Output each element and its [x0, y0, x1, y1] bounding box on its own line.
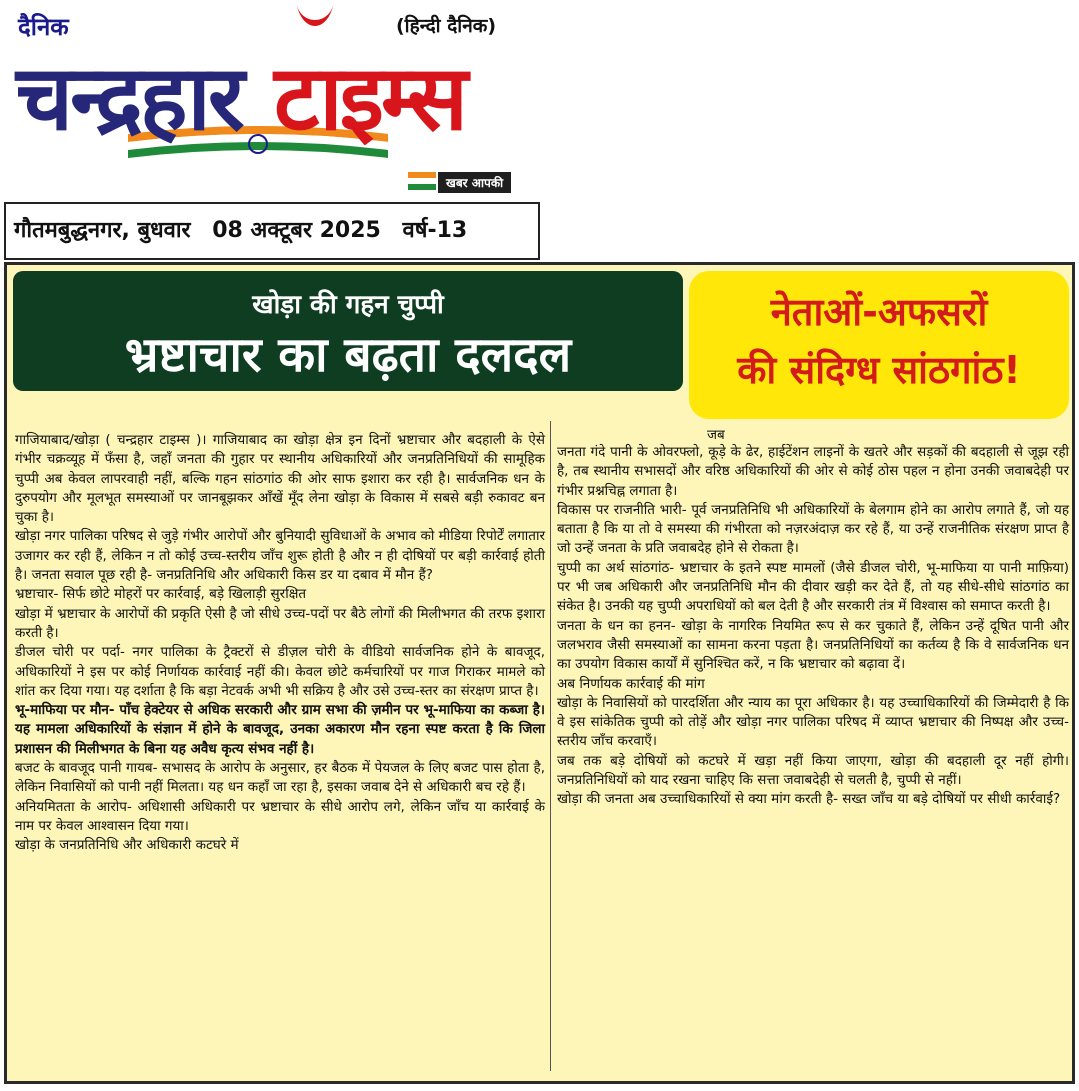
- crescent-moon-icon: [292, 0, 338, 40]
- headline-kicker: खोड़ा की गहन चुप्पी: [252, 290, 444, 320]
- left-column: [15, 431, 545, 856]
- dateline-place-day: गौतमबुद्धनगर, बुधवार: [14, 218, 191, 243]
- sidebar-box: [689, 271, 1069, 419]
- sidebar-line-1: नेताओं-अफसरों: [770, 290, 988, 334]
- headline-box: [13, 271, 683, 391]
- right-paragraph: जनता गंदे पानी के ओवरफ्लो, कूड़े के ढेर, हाईटेंशन लाइनों के खतरे और सड़कों की बदहाली से जूझ रही है, तब स्थानीय सभासदों और वरिष्ठ अधिकारियों की ओर से कोई ठोस पहल न होना उनकी जवाबदेही पर गंभीर प्रश्नचिह्न लगाता है।: [557, 444, 1069, 499]
- masthead-title-part-a: चन्द्रहार: [16, 46, 242, 151]
- right-paragraph: जनता के धन का हनन- खोड़ा के नागरिक नियमित रूप से कर चुकाते हैं, लेकिन उन्हें दूषित पानी और जलभराव जैसी समस्याओं का सामना करना पड़ता है। जनप्रतिनिधियों का कर्तव्य है कि वे सार्वजनिक धन का उपयोग विकास कार्यों में सुनिश्चित करें, न कि भ्रष्टाचार को बढ़ावा दें।: [557, 617, 1069, 673]
- article: [4, 262, 1075, 1084]
- right-paragraph: खोड़ा के निवासियों को पारदर्शिता और न्याय का पूरा अधिकार है। यह उच्चाधिकारियों की जिम्मेदारी है कि वे इस सांकेतिक चुप्पी को तोड़ें और खोड़ा नगर पालिका परिषद में व्याप्त भ्रष्टाचार की निष्पक्ष और उच्च-स्तरीय जाँच करवाएँ।: [557, 694, 1069, 750]
- tagline-flag-icon: [408, 172, 436, 190]
- headline-main: भ्रष्टाचार का बढ़ता दलदल: [124, 327, 572, 383]
- left-paragraph: गाजियाबाद/खोड़ा ( चन्द्रहार टाइम्स )। गाजियाबाद का खोड़ा क्षेत्र इन दिनों भ्रष्टाचार और बदहाली के ऐसे गंभीर चक्रव्यूह में फँसा है, जहाँ जनता की गुहार पर स्थानीय अधिकारियों और जनप्रतिनिधियों की सामूहिक चुप्पी अब केवल लापरवाही नहीं, बल्कि गहन सांठगांठ की ओर साफ इशारा कर रही है। सार्वजनिक धन के दुरुपयोग और मूलभूत समस्याओं पर जानबूझकर आँखें मूँद लेना खोड़ा के विकास में सबसे बड़ी रुकावट बन चुका है।: [15, 432, 545, 526]
- left-paragraph: डीजल चोरी पर पर्दा- नगर पालिका के ट्रैक्टरों से डीज़ल चोरी के वीडियो सार्वजनिक होने के बावजूद, अधिकारियों ने इस पर कोई निर्णायक कार्रवाई नहीं की। केवल छोटे कर्मचारियों पर गाज गिराकर मामले को शांत कर दिया गया। यह दर्शाता है कि बड़ा नेटवर्क अभी भी सक्रिय है और उसे उच्च-स्तर का संरक्षण प्राप्त है।: [15, 644, 545, 699]
- right-paragraph: चुप्पी का अर्थ सांठगांठ- भ्रष्टाचार के इतने स्पष्ट मामलों (जैसे डीजल चोरी, भू-माफिया या पानी माफ़िया) पर भी जब अधिकारी और जनप्रतिनिधि मौन की दीवार खड़ी कर देते हैं, तो यह सीधे-सीधे सांठगांठ का संकेत है। उनकी यह चुप्पी अपराधियों को बल देती है और सरकारी तंत्र में विश्वास को समाप्त करती है।: [557, 559, 1069, 615]
- masthead-hindi-daink: (हिन्दी दैनिक): [396, 15, 497, 37]
- right-paragraph: विकास पर राजनीति भारी- पूर्व जनप्रतिनिधि भी अधिकारियों के बेलगाम होने का आरोप लगाते हैं, जो यह बताता है कि या तो वे समस्या की गंभीरता को नज़रअंदाज़ कर रहे हैं, या उन्हें राजनीतिक संरक्षण प्राप्त है जो उन्हें जनता के प्रति जवाबदेह होने से रोकता है।: [557, 501, 1069, 557]
- left-paragraph: बजट के बावजूद पानी गायब- सभासद के आरोप के अनुसार, हर बैठक में पेयजल के लिए बजट पास होता है, लेकिन निवासियों को पानी नहीं मिलता। यह धन कहाँ जा रहा है, इसका जवाब देने से अधिकारी बच रहे हैं।: [15, 760, 545, 796]
- dateline-year: वर्ष-13: [402, 218, 468, 243]
- masthead-title: [16, 40, 546, 158]
- left-subheading: भ्रष्टाचार- सिर्फ छोटे मोहरों पर कार्रवाई, बड़े खिलाड़ी सुरक्षित: [15, 586, 307, 603]
- right-paragraph: खोड़ा की जनता अब उच्चाधिकारियों से क्या मांग करती है- सख्त जाँच या बड़े दोषियों पर सीधी कार्रवाई?: [557, 791, 1061, 808]
- left-paragraph: अनियमितता के आरोप- अधिशासी अधिकारी पर भ्रष्टाचार के सीधे आरोप लगे, लेकिन जाँच या कार्रवाई के नाम पर केवल आश्वासन दिया गया।: [15, 798, 545, 834]
- right-paragraph: जब तक बड़े दोषियों को कटघरे में खड़ा नहीं किया जाएगा, खोड़ा की बदहाली दूर नहीं होगी। जनप्रतिनिधियों को याद रखना चाहिए कि सत्ता जवाबदेही से चलती है, चुप्पी से नहीं।: [557, 752, 1069, 789]
- dateline: [4, 202, 540, 260]
- right-column-top-word: जब: [707, 427, 725, 443]
- masthead-tagline: खबर आपकी: [438, 172, 511, 193]
- sidebar-line-2: की संदिग्ध सांठगांठ!: [737, 348, 1021, 392]
- right-column: [557, 443, 1069, 810]
- left-subheading: खोड़ा के जनप्रतिनिधि और अधिकारी कटघरे में: [15, 837, 239, 854]
- right-subheading: अब निर्णायक कार्रवाई की मांग: [557, 675, 705, 692]
- left-paragraph-bold: भू-माफिया पर मौन- पाँच हेक्टेयर से अधिक सरकारी और ग्राम सभा की ज़मीन पर भू-माफिया का कब्जा है। यह मामला अधिकारियों के संज्ञान में होने के बावजूद, उनका अकारण मौन रहना स्पष्ट करता है कि जिला प्रशासन की मिलीभगत के बिना यह अवैध कृत्य संभव नहीं है।: [15, 702, 545, 757]
- masthead-title-part-b: टाइम्स: [274, 46, 465, 151]
- masthead: [8, 4, 548, 196]
- left-paragraph: खोड़ा में भ्रष्टाचार के आरोपों की प्रकृति ऐसी है जो सीधे उच्च-पदों पर बैठे लोगों की मिलीभगत की तरफ इशारा करती है।: [15, 605, 545, 641]
- left-paragraph: खोड़ा नगर पालिका परिषद से जुड़े गंभीर आरोपों और बुनियादी सुविधाओं के अभाव को मीडिया रिपोर्टें लगातार उजागर कर रही हैं, लेकिन न तो कोई उच्च-स्तरीय जाँच शुरू होती है और न ही दोषियों पर बड़ी कार्रवाई होती है। जनता सवाल पूछ रही है- जनप्रतिनिधि और अधिकारी किस डर या दबाव में मौन हैं?: [15, 528, 545, 584]
- column-divider: [550, 421, 551, 1071]
- dateline-date: 08 अक्टूबर 2025: [212, 218, 381, 243]
- masthead-daink: दैनिक: [18, 13, 69, 41]
